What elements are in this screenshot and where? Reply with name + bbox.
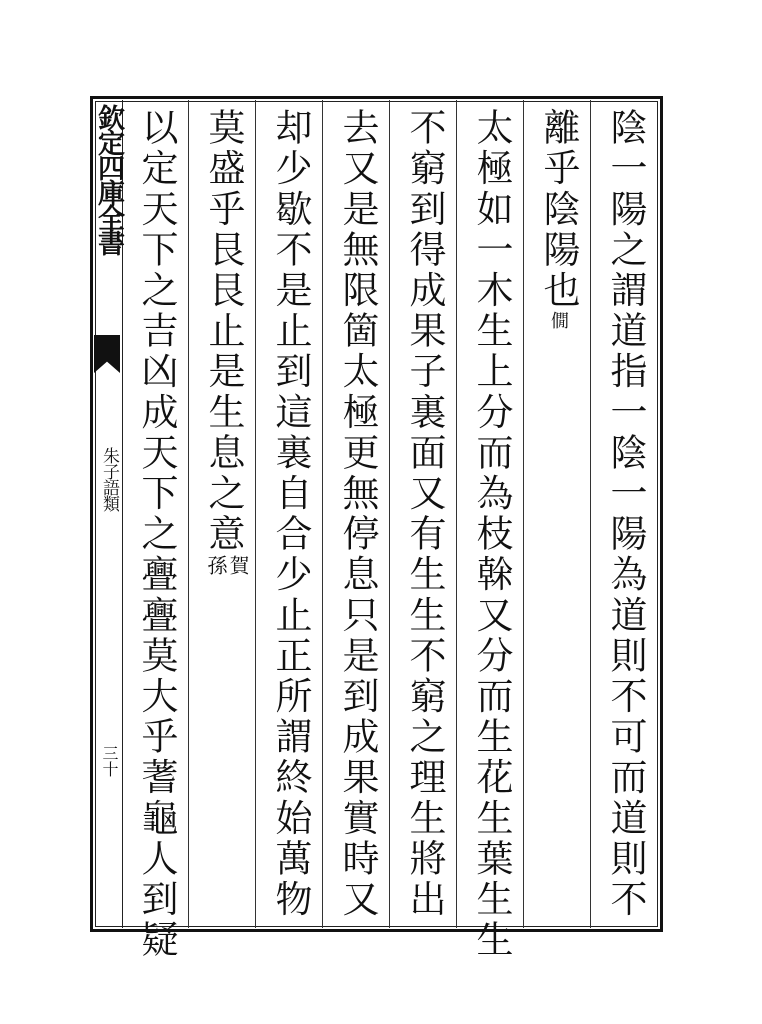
annotation-note: 僩 <box>548 311 569 329</box>
annotation-note-right: 賀 <box>226 554 250 579</box>
column-text: 却少歇不是止到這裏自合少止正所謂終始萬物 <box>269 108 312 920</box>
text-column-5 <box>332 108 382 920</box>
text-column-4 <box>399 108 449 920</box>
column-text: 太極如一木生上分而為枝榦又分而生花生葉生生 <box>470 108 513 961</box>
annotation-note-pair <box>206 555 248 579</box>
column-rule <box>523 100 524 928</box>
column-text: 去又是無限箇太極更無停息只是到成果實時又 <box>336 108 379 920</box>
text-column-7 <box>198 108 248 578</box>
column-text: 陰一陽之謂道指一陰一陽為道則不可而道則不 <box>604 108 647 920</box>
column-rule <box>456 100 457 928</box>
text-column-2 <box>533 108 583 329</box>
column-rule <box>188 100 189 928</box>
column-rule <box>590 100 591 928</box>
column-text: 離乎陰陽也 <box>537 108 580 311</box>
annotation-note-left: 孫 <box>204 554 228 579</box>
column-rule <box>322 100 323 928</box>
text-column-1 <box>600 108 650 920</box>
column-text: 不窮到得成果子裏面又有生生不窮之理生將出 <box>403 108 446 920</box>
column-rule <box>255 100 256 928</box>
chapter-title: 朱子語類 <box>99 447 119 511</box>
text-column-3 <box>466 108 516 961</box>
column-text: 莫盛乎艮艮止是生息之意 <box>202 108 245 555</box>
column-text: 以定天下之吉凶成天下之亹亹莫大乎蓍龜人到疑 <box>135 108 178 961</box>
text-column-8 <box>131 108 181 961</box>
page-number: 三十 <box>100 745 119 777</box>
text-column-6 <box>265 108 315 920</box>
column-rule <box>389 100 390 928</box>
book-title: 欽定四庫全書 <box>93 104 124 254</box>
